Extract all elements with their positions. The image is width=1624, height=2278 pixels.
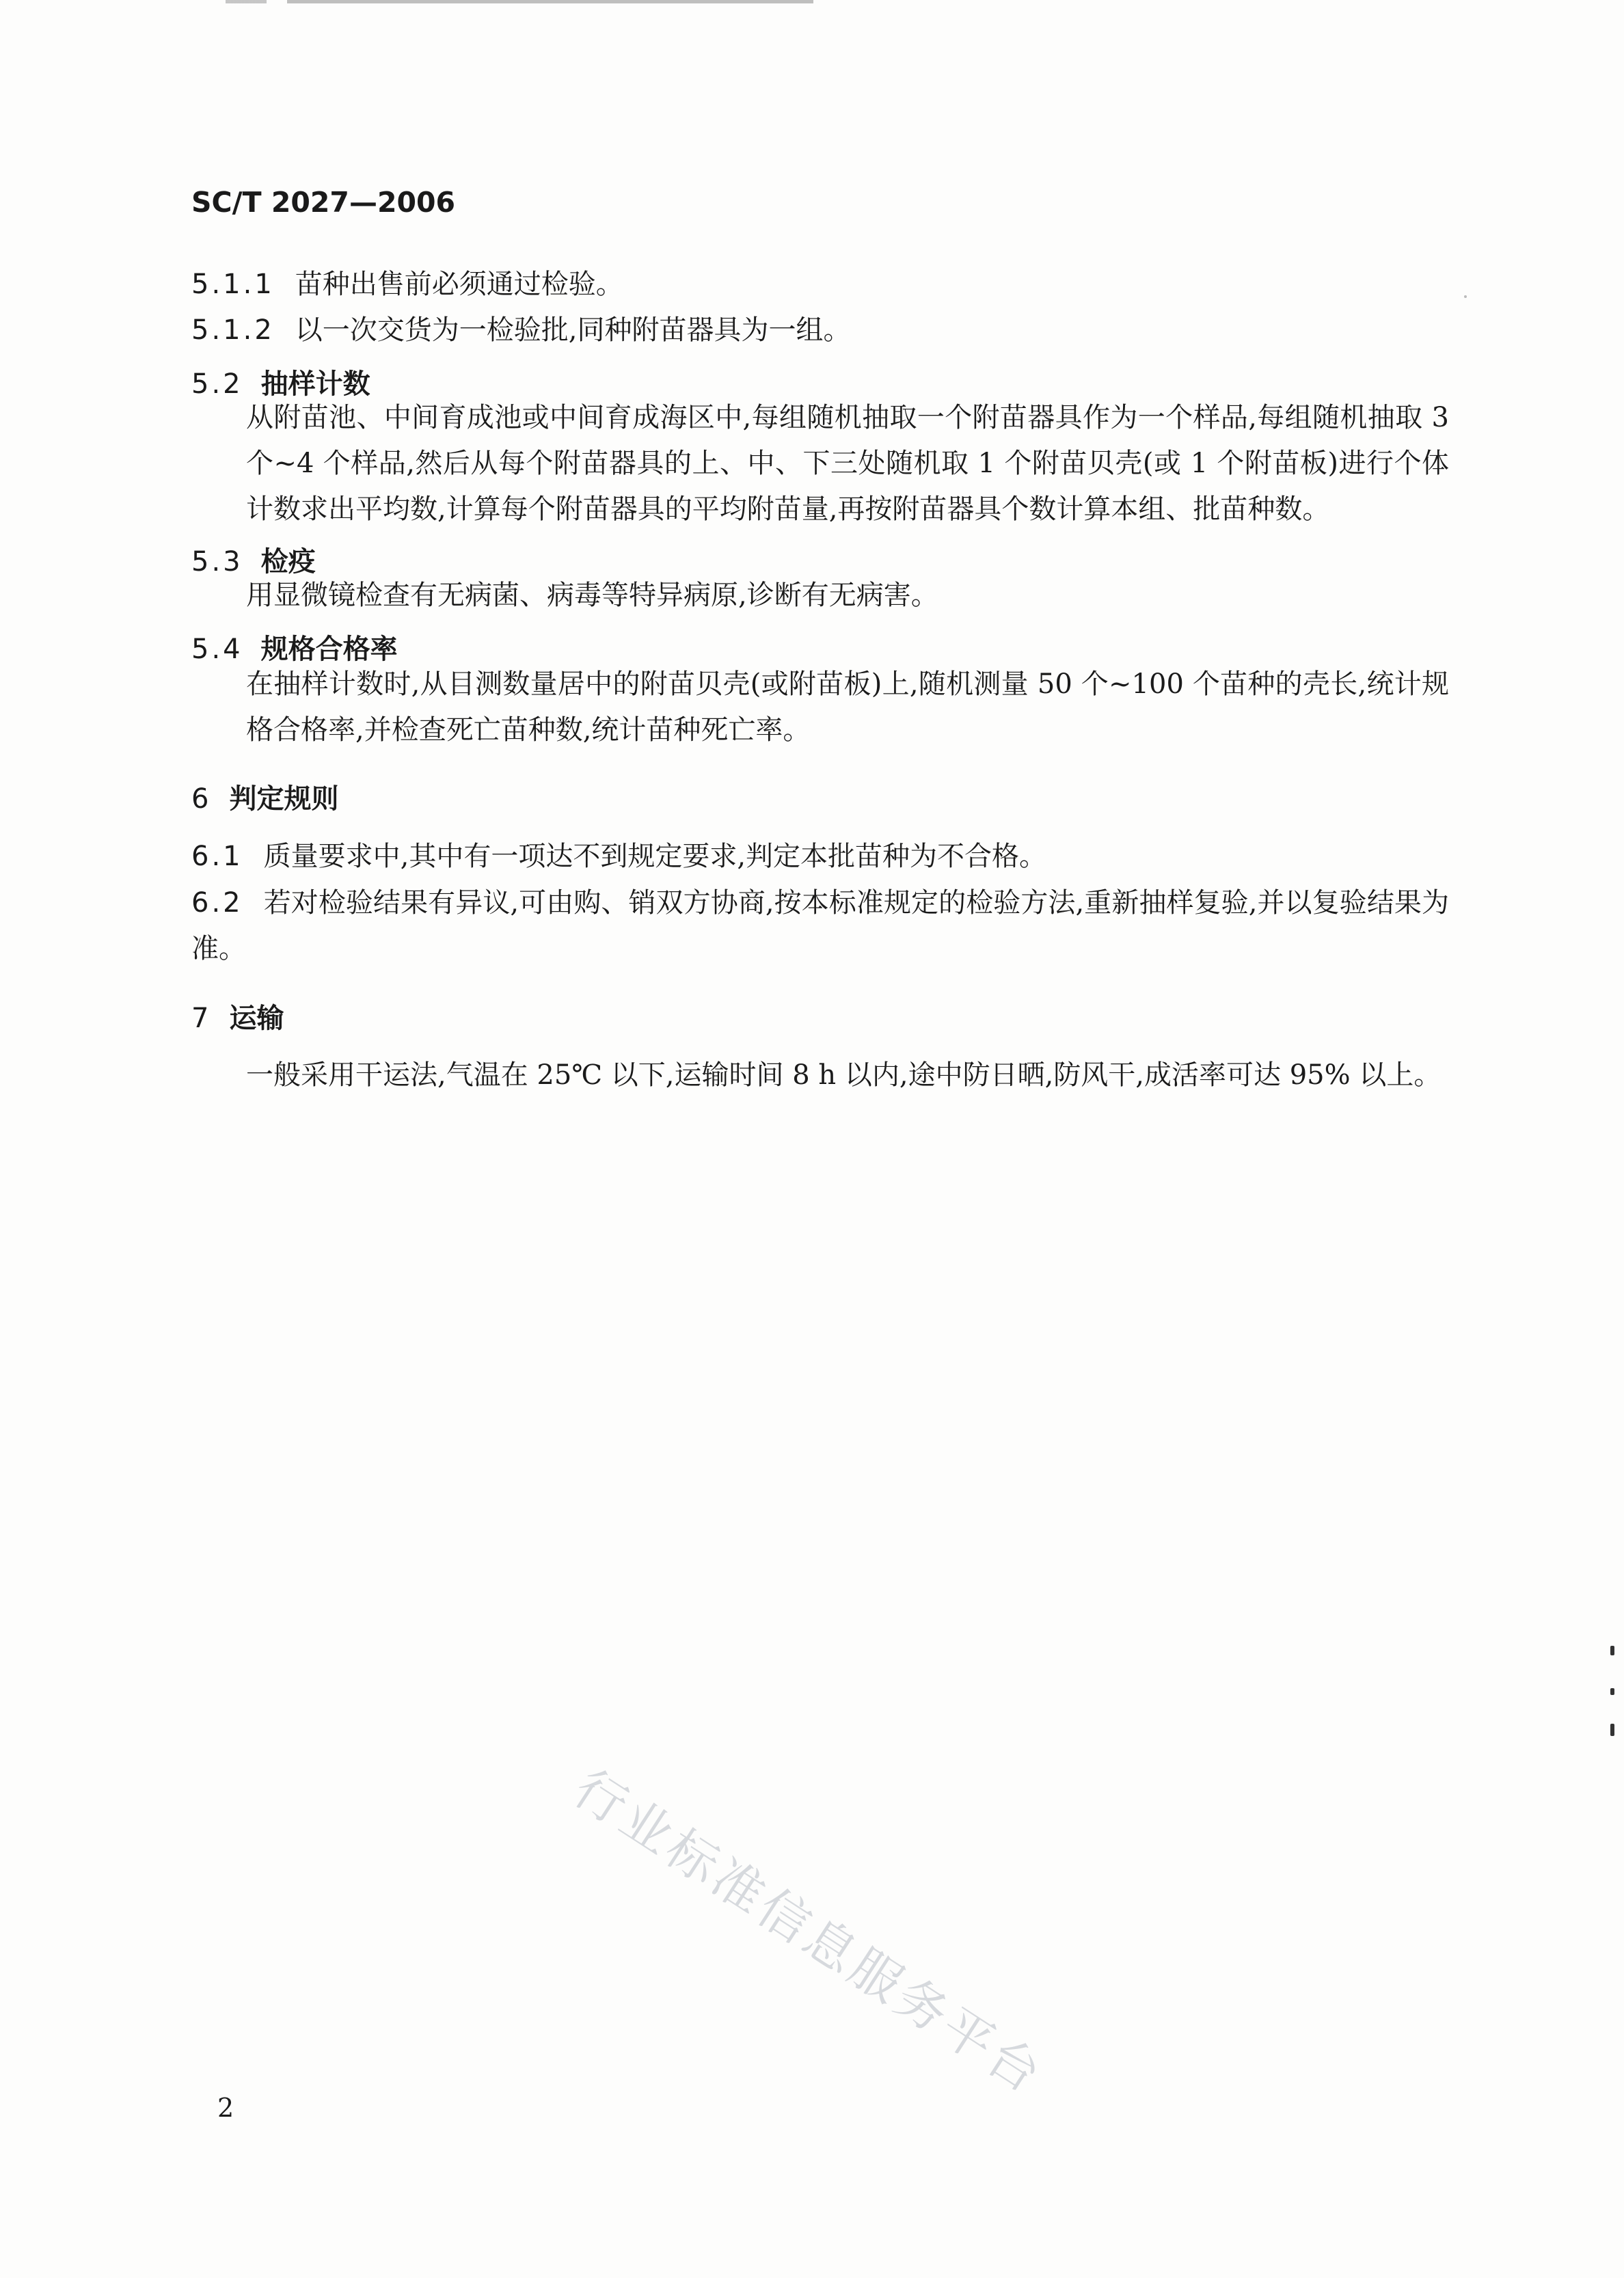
section-heading-6 bbox=[191, 777, 338, 816]
section-number: 5.3 bbox=[191, 546, 243, 578]
section-body-5-4: 在抽样计数时,从目测数量居中的附苗贝壳(或附苗板)上,随机测量 50 个~100 个苗种的壳长,统计规格合格率,并检查死亡苗种数,统计苗种死亡率。 bbox=[246, 668, 1449, 746]
section-number: 5.4 bbox=[191, 634, 243, 665]
scan-edge-mark bbox=[1610, 1688, 1614, 1695]
scan-speck bbox=[1464, 295, 1467, 298]
section-number: 7 bbox=[191, 1003, 212, 1034]
section-title: 运输 bbox=[229, 1003, 284, 1034]
section-number: 5.2 bbox=[191, 368, 243, 400]
section-heading-7 bbox=[191, 996, 284, 1035]
clause-number: 5.1.1 bbox=[191, 269, 275, 300]
watermark: 行业标准信息服务平台 bbox=[563, 1759, 1055, 2106]
clause-text: 若对检验结果有异议,可由购、销双方协商,按本标准规定的检验方法,重新抽样复验,并以复验结果为准。 bbox=[191, 887, 1449, 964]
clause-6-1 bbox=[191, 834, 1449, 880]
clause-5-1-2 bbox=[191, 308, 1449, 353]
clause-number: 6.1 bbox=[191, 841, 243, 872]
clause-number: 5.1.2 bbox=[191, 314, 275, 346]
clause-text: 质量要求中,其中有一项达不到规定要求,判定本批苗种为不合格。 bbox=[263, 841, 1047, 872]
section-title: 判定规则 bbox=[229, 783, 339, 815]
clause-5-1-1 bbox=[191, 262, 1449, 308]
section-title: 规格合格率 bbox=[260, 634, 398, 665]
document-code: SC/T 2027—2006 bbox=[191, 186, 456, 219]
section-body-5-3: 用显微镜检查有无病菌、病毒等特异病原,诊断有无病害。 bbox=[246, 580, 938, 611]
page-number: 2 bbox=[217, 2093, 234, 2123]
scan-edge-mark bbox=[1610, 1646, 1614, 1655]
clause-text: 苗种出售前必须通过检验。 bbox=[295, 269, 623, 300]
scan-edge-line bbox=[226, 0, 813, 3]
section-body-7: 一般采用干运法,气温在 25℃ 以下,运输时间 8 h 以内,途中防日晒,防风干,成活率可达 95% 以上。 bbox=[246, 1059, 1442, 1091]
section-body-5-2: 从附苗池、中间育成池或中间育成海区中,每组随机抽取一个附苗器具作为一个样品,每组随机抽取 3 个~4 个样品,然后从每个附苗器具的上、中、下三处随机取 1 个附苗贝壳(或 1 个附苗板)进行个体计数求出平均数,计算每个附苗器具的平均附苗量,再按附苗器具个数计算本组、批苗种数。 bbox=[246, 402, 1449, 525]
clause-6-2 bbox=[191, 880, 1449, 972]
section-number: 6 bbox=[191, 783, 212, 815]
section-heading-5-4 bbox=[191, 627, 398, 666]
scan-edge-mark bbox=[1610, 1724, 1614, 1736]
clause-text: 以一次交货为一检验批,同种附苗器具为一组。 bbox=[295, 314, 851, 346]
section-title: 检疫 bbox=[260, 546, 316, 578]
section-title: 抽样计数 bbox=[260, 368, 370, 400]
clause-number: 6.2 bbox=[191, 887, 243, 919]
